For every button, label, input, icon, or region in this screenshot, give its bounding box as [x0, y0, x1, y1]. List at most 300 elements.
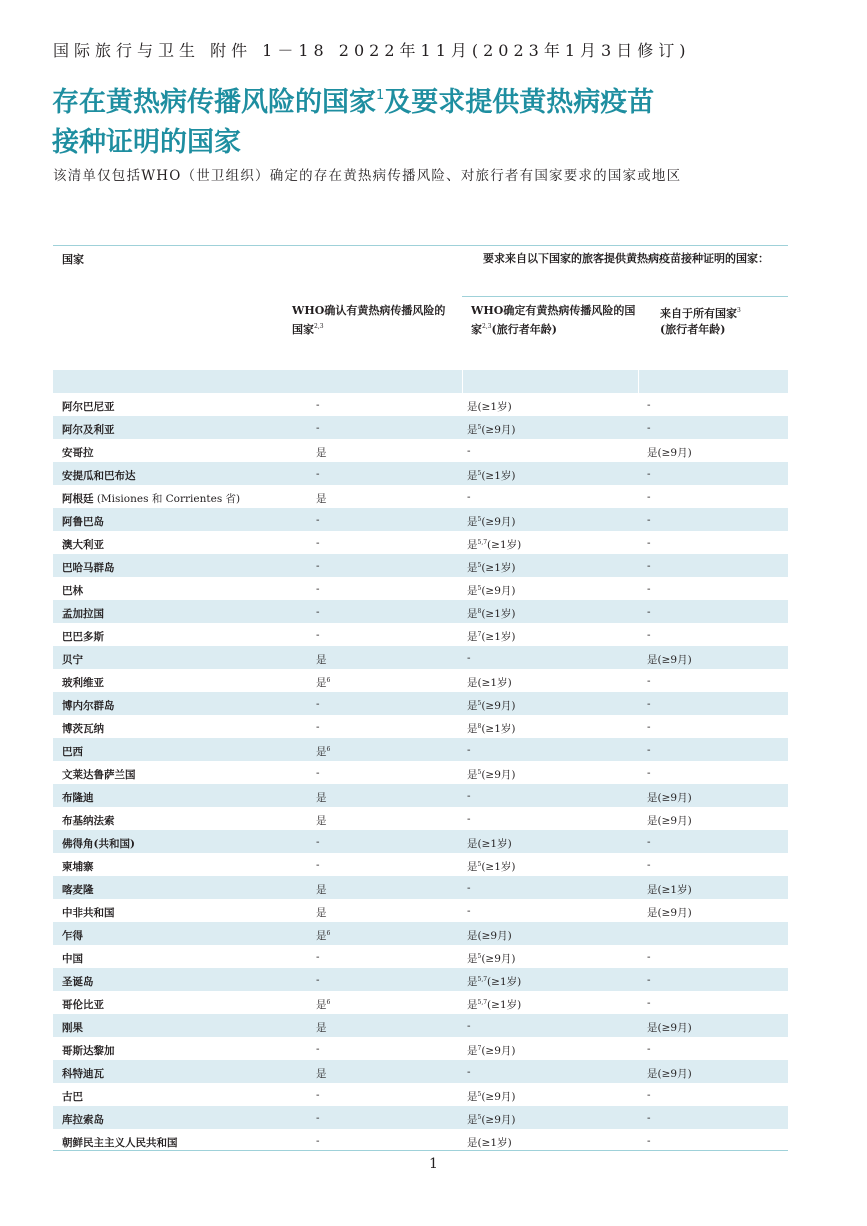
who-risk-value: - [316, 1135, 320, 1147]
from-risk-value-footnote: 5 [477, 1091, 482, 1098]
country-name: 澳大利亚 [62, 539, 104, 551]
table-row [53, 715, 788, 738]
table-row [53, 623, 788, 646]
from-all-footnote: 3 [737, 307, 741, 314]
from-all-cell: 是(≥1岁) [647, 884, 692, 896]
title-line2: 接种证明的国家 [52, 127, 241, 158]
who-risk-value: 是 [316, 493, 327, 505]
country-cell [62, 698, 115, 713]
who-risk-value: - [316, 721, 320, 733]
from-risk-value: - [467, 1020, 471, 1032]
who-risk-cell [316, 1043, 320, 1055]
from-all-cell: 是(≥9月) [647, 1068, 692, 1080]
from-risk-value: 是 [467, 608, 478, 620]
from-risk-age: (≥9月) [481, 700, 516, 712]
country-name: 中国 [62, 953, 83, 965]
table-row [53, 1106, 788, 1129]
who-risk-cell [316, 813, 327, 828]
from-risk-value-footnote: 5,7 [477, 976, 488, 983]
who-risk-value: - [316, 606, 320, 618]
country-name: 阿根廷 [62, 493, 94, 505]
from-all-cell: - [647, 560, 651, 572]
from-all-cell: - [647, 974, 651, 986]
from-risk-value: 是 [467, 1045, 478, 1057]
table-row [53, 830, 788, 853]
country-name: 刚果 [62, 1022, 83, 1034]
from-all-cell: - [647, 1089, 651, 1101]
from-risk-cell [467, 836, 512, 851]
from-risk-age: (≥9月) [481, 1091, 516, 1103]
from-risk-value: 是 [467, 999, 478, 1011]
country-cell [62, 560, 115, 575]
country-name: 朝鲜民主主义人民共和国 [62, 1137, 178, 1149]
table-row [53, 600, 788, 623]
country-cell [62, 744, 83, 759]
who-risk-cell [316, 560, 320, 572]
from-all-cell: - [647, 859, 651, 871]
country-cell [62, 859, 94, 874]
who-risk-value: 是 [316, 884, 327, 896]
country-note: (Misiones 和 Corrientes 省) [93, 493, 241, 505]
table-row [53, 807, 788, 830]
from-risk-age: (≥9月) [481, 1114, 516, 1126]
from-risk-footnote: 2,3 [482, 323, 492, 330]
who-risk-cell [316, 491, 327, 506]
who-risk-cell [316, 422, 320, 434]
country-cell [62, 813, 115, 828]
country-name: 布隆迪 [62, 792, 94, 804]
country-cell [62, 422, 115, 437]
who-risk-value: - [316, 422, 320, 434]
who-risk-cell [316, 583, 320, 595]
from-risk-cell [467, 1066, 471, 1078]
country-name: 玻利维亚 [62, 677, 104, 689]
from-risk-value: 是 [467, 631, 478, 643]
who-risk-cell [316, 1089, 320, 1101]
country-name: 喀麦隆 [62, 884, 94, 896]
from-risk-value-footnote: 5 [477, 1114, 482, 1121]
from-risk-age: (≥1岁) [487, 539, 522, 551]
from-risk-value: 是(≥1岁) [467, 838, 512, 850]
from-all-cell: 是(≥9月) [647, 1022, 692, 1034]
country-cell [62, 790, 94, 805]
from-risk-age: (≥1岁) [487, 999, 522, 1011]
from-all-cell: - [647, 721, 651, 733]
who-risk-value: - [316, 583, 320, 595]
from-risk-value: 是 [467, 1114, 478, 1126]
from-all-cell: - [647, 951, 651, 963]
who-risk-value: - [316, 468, 320, 480]
from-risk-cell [467, 491, 471, 503]
who-risk-footnote: 2,3 [314, 323, 324, 330]
who-risk-cell [316, 767, 320, 779]
from-risk-age: (≥1岁) [481, 861, 516, 873]
from-risk-cell [467, 1135, 512, 1150]
who-risk-value-footnote: 6 [326, 999, 331, 1006]
who-risk-cell [316, 1020, 327, 1035]
from-risk-value: 是 [467, 976, 478, 988]
from-risk-cell [467, 537, 521, 552]
country-cell [62, 583, 83, 598]
who-risk-value: 是 [316, 930, 327, 942]
table-header-band [53, 370, 788, 393]
table-row [53, 577, 788, 600]
who-risk-cell [316, 675, 330, 690]
column-header-from-risk-countries [471, 303, 646, 338]
from-risk-value-footnote: 5,7 [477, 999, 488, 1006]
table-row [53, 968, 788, 991]
country-cell [62, 882, 94, 897]
who-risk-value: 是 [316, 792, 327, 804]
from-risk-value: 是 [467, 424, 478, 436]
from-risk-age: (≥9月) [481, 585, 516, 597]
who-risk-value-footnote: 6 [326, 677, 331, 684]
who-risk-cell [316, 468, 320, 480]
country-cell [62, 928, 83, 943]
from-risk-cell [467, 974, 521, 989]
country-name: 哥斯达黎加 [62, 1045, 115, 1057]
country-name: 巴西 [62, 746, 83, 758]
from-risk-value: 是 [467, 769, 478, 781]
from-risk-cell [467, 882, 471, 894]
title-part1: 存在黄热病传播风险的国家 [52, 87, 376, 118]
table-row [53, 646, 788, 669]
from-risk-value-footnote: 8 [477, 608, 482, 615]
table-row [53, 485, 788, 508]
from-risk-value-footnote: 5 [477, 700, 482, 707]
from-risk-cell [467, 790, 471, 802]
from-all-cell: - [647, 1135, 651, 1147]
from-risk-value: 是(≥1岁) [467, 1137, 512, 1149]
who-risk-cell [316, 905, 327, 920]
who-risk-cell [316, 790, 327, 805]
who-risk-value: - [316, 560, 320, 572]
from-risk-cell [467, 1043, 516, 1058]
who-risk-value: - [316, 1089, 320, 1101]
country-name: 文莱达鲁萨兰国 [62, 769, 136, 781]
from-all-cell: - [647, 629, 651, 641]
who-risk-value-footnote: 6 [326, 930, 331, 937]
from-risk-label: WHO确定有黄热病传播风险的国家 [471, 304, 636, 336]
table-row [53, 1037, 788, 1060]
table-row [53, 393, 788, 416]
who-risk-value: - [316, 629, 320, 641]
from-risk-cell [467, 1020, 471, 1032]
from-risk-cell [467, 606, 516, 621]
from-risk-value-footnote: 5 [477, 516, 482, 523]
country-name: 佛得角(共和国) [62, 838, 135, 850]
country-name: 古巴 [62, 1091, 83, 1103]
who-risk-value: 是 [316, 654, 327, 666]
from-all-cell: - [647, 836, 651, 848]
from-risk-value: 是 [467, 470, 478, 482]
from-risk-cell [467, 583, 516, 598]
country-name: 科特迪瓦 [62, 1068, 104, 1080]
country-name: 阿鲁巴岛 [62, 516, 104, 528]
page-title [52, 76, 832, 163]
country-cell [62, 974, 94, 989]
country-name: 巴哈马群岛 [62, 562, 115, 574]
from-risk-value-footnote: 8 [477, 723, 482, 730]
from-risk-age: (≥1岁) [481, 470, 516, 482]
from-risk-cell [467, 445, 471, 457]
from-risk-value-footnote: 7 [477, 1045, 482, 1052]
who-risk-cell [316, 629, 320, 641]
country-cell [62, 1066, 104, 1081]
from-all-cell: - [647, 491, 651, 503]
who-risk-cell [316, 721, 320, 733]
from-all-cell: - [647, 422, 651, 434]
from-all-cell: 是(≥9月) [647, 654, 692, 666]
country-cell [62, 905, 115, 920]
from-risk-cell [467, 422, 516, 437]
country-name: 安哥拉 [62, 447, 94, 459]
who-risk-value: - [316, 399, 320, 411]
from-risk-age: (≥1岁) [481, 562, 516, 574]
who-risk-value: - [316, 698, 320, 710]
from-risk-cell [467, 813, 471, 825]
who-risk-cell [316, 951, 320, 963]
who-risk-value: - [316, 859, 320, 871]
from-risk-value-footnote: 7 [477, 631, 482, 638]
country-cell [62, 1020, 83, 1035]
table-row [53, 508, 788, 531]
who-risk-value: 是 [316, 815, 327, 827]
from-risk-age: (≥9月) [481, 516, 516, 528]
country-name: 巴林 [62, 585, 83, 597]
table-row [53, 692, 788, 715]
from-risk-cell [467, 468, 516, 483]
country-cell [62, 836, 135, 851]
who-risk-value: - [316, 951, 320, 963]
table-row [53, 416, 788, 439]
from-risk-value: 是 [467, 1091, 478, 1103]
from-risk-value: - [467, 790, 471, 802]
country-name: 阿尔巴尼亚 [62, 401, 115, 413]
from-risk-age: (≥9月) [481, 769, 516, 781]
from-risk-value: 是 [467, 953, 478, 965]
table-body [53, 393, 788, 1152]
from-all-cell: - [647, 1043, 651, 1055]
country-cell [62, 1135, 178, 1150]
country-name: 柬埔寨 [62, 861, 94, 873]
from-risk-value: 是(≥1岁) [467, 401, 512, 413]
from-all-cell: 是(≥9月) [647, 447, 692, 459]
who-risk-label: WHO确认有黄热病传播风险的国家 [292, 304, 446, 336]
country-name: 安提瓜和巴布达 [62, 470, 136, 482]
from-all-cell: - [647, 606, 651, 618]
from-risk-value: - [467, 882, 471, 894]
table-row [53, 531, 788, 554]
who-risk-cell [316, 859, 320, 871]
who-risk-cell [316, 652, 327, 667]
who-risk-value: 是 [316, 907, 327, 919]
country-name: 库拉索岛 [62, 1114, 104, 1126]
who-risk-value: - [316, 537, 320, 549]
who-risk-value: 是 [316, 746, 327, 758]
country-name: 布基纳法索 [62, 815, 115, 827]
country-cell [62, 675, 104, 690]
table-row [53, 462, 788, 485]
column-group-header-requirement: 要求来自以下国家的旅客提供黄热病疫苗接种证明的国家： [483, 252, 769, 265]
from-all-cell: 是(≥9月) [647, 792, 692, 804]
table-row [53, 669, 788, 692]
column-header-who-risk [292, 303, 452, 338]
who-risk-value: - [316, 767, 320, 779]
country-name: 巴巴多斯 [62, 631, 104, 643]
column-group-rule [462, 296, 788, 297]
from-risk-age: (≥1岁) [481, 631, 516, 643]
who-risk-value: - [316, 514, 320, 526]
from-risk-cell [467, 744, 471, 756]
country-name: 博茨瓦纳 [62, 723, 104, 735]
from-all-cell: 是(≥9月) [647, 815, 692, 827]
who-risk-cell [316, 974, 320, 986]
from-risk-value: - [467, 445, 471, 457]
table-row [53, 876, 788, 899]
from-all-label: 来自于所有国家 [660, 307, 737, 320]
from-risk-cell [467, 560, 516, 575]
from-risk-cell [467, 721, 516, 736]
from-risk-value: 是 [467, 861, 478, 873]
country-cell [62, 491, 240, 506]
country-cell [62, 1089, 83, 1104]
from-risk-age: (≥1岁) [487, 976, 522, 988]
from-all-cell: - [647, 767, 651, 779]
who-risk-cell [316, 997, 330, 1012]
table-row [53, 761, 788, 784]
from-all-cell: - [647, 997, 651, 1009]
table-row [53, 439, 788, 462]
from-risk-value: 是(≥9月) [467, 930, 512, 942]
table-row [53, 1083, 788, 1106]
column-divider [462, 370, 463, 393]
who-risk-cell [316, 882, 327, 897]
country-cell [62, 468, 136, 483]
table-row [53, 922, 788, 945]
who-risk-cell [316, 836, 320, 848]
from-risk-value: - [467, 813, 471, 825]
country-cell [62, 514, 104, 529]
who-risk-value: 是 [316, 677, 327, 689]
who-risk-cell [316, 399, 320, 411]
from-risk-age: (≥1岁) [481, 723, 516, 735]
table-row [53, 1129, 788, 1152]
from-risk-value-footnote: 5 [477, 953, 482, 960]
from-all-cell: - [647, 698, 651, 710]
who-risk-value: - [316, 1112, 320, 1124]
table-row [53, 784, 788, 807]
who-risk-cell [316, 928, 330, 943]
from-risk-value: 是 [467, 723, 478, 735]
country-name: 哥伦比亚 [62, 999, 104, 1011]
from-risk-value: 是 [467, 539, 478, 551]
from-risk-cell [467, 997, 521, 1012]
country-cell [62, 1112, 104, 1127]
from-risk-age: (≥1岁) [481, 608, 516, 620]
from-risk-cell [467, 514, 516, 529]
who-risk-cell [316, 1066, 327, 1081]
from-risk-age: (≥9月) [481, 1045, 516, 1057]
from-risk-value-footnote: 5 [477, 861, 482, 868]
who-risk-value: 是 [316, 1068, 327, 1080]
from-risk-value: - [467, 1066, 471, 1078]
from-risk-cell [467, 928, 512, 943]
from-risk-cell [467, 675, 512, 690]
country-cell [62, 997, 104, 1012]
who-risk-value: 是 [316, 999, 327, 1011]
from-risk-value-footnote: 5 [477, 585, 482, 592]
table-row [53, 899, 788, 922]
from-risk-value: - [467, 905, 471, 917]
from-risk-cell [467, 1112, 516, 1127]
country-name: 乍得 [62, 930, 83, 942]
table-row [53, 738, 788, 761]
country-name: 阿尔及利亚 [62, 424, 115, 436]
from-risk-cell [467, 652, 471, 664]
country-cell [62, 629, 104, 644]
country-cell [62, 537, 104, 552]
country-cell [62, 399, 115, 414]
from-risk-cell [467, 1089, 516, 1104]
from-risk-value: 是 [467, 585, 478, 597]
from-all-cell: - [647, 399, 651, 411]
from-all-cell: - [647, 468, 651, 480]
table-row [53, 554, 788, 577]
from-risk-value-footnote: 5 [477, 769, 482, 776]
from-all-cell: 是(≥9月) [647, 907, 692, 919]
from-all-cell: - [647, 514, 651, 526]
from-risk-value: - [467, 744, 471, 756]
from-risk-value: 是 [467, 562, 478, 574]
who-risk-cell [316, 606, 320, 618]
from-risk-value: 是(≥1岁) [467, 677, 512, 689]
who-risk-cell [316, 537, 320, 549]
column-header-from-all-countries [660, 303, 790, 338]
who-risk-cell [316, 744, 330, 759]
from-risk-age: (≥9月) [481, 953, 516, 965]
from-risk-value-footnote: 5 [477, 562, 482, 569]
from-risk-cell [467, 698, 516, 713]
from-all-cell: - [647, 537, 651, 549]
country-cell [62, 767, 136, 782]
from-risk-cell [467, 767, 516, 782]
country-name: 中非共和国 [62, 907, 115, 919]
who-risk-cell [316, 445, 327, 460]
table-row [53, 991, 788, 1014]
who-risk-value: - [316, 1043, 320, 1055]
table-top-rule [53, 245, 788, 246]
from-all-cell: - [647, 583, 651, 595]
from-all-cell: - [647, 675, 651, 687]
from-all-cell: - [647, 744, 651, 756]
column-divider [638, 370, 639, 393]
from-risk-cell [467, 951, 516, 966]
table-row [53, 945, 788, 968]
table-row [53, 853, 788, 876]
who-risk-cell [316, 1135, 320, 1147]
who-risk-value-footnote: 6 [326, 746, 331, 753]
country-cell [62, 652, 83, 667]
from-risk-value: 是 [467, 700, 478, 712]
who-risk-cell [316, 1112, 320, 1124]
who-risk-value: - [316, 836, 320, 848]
country-cell [62, 1043, 115, 1058]
country-cell [62, 445, 94, 460]
country-name: 贝宁 [62, 654, 83, 666]
who-risk-cell [316, 698, 320, 710]
who-risk-value: 是 [316, 447, 327, 459]
